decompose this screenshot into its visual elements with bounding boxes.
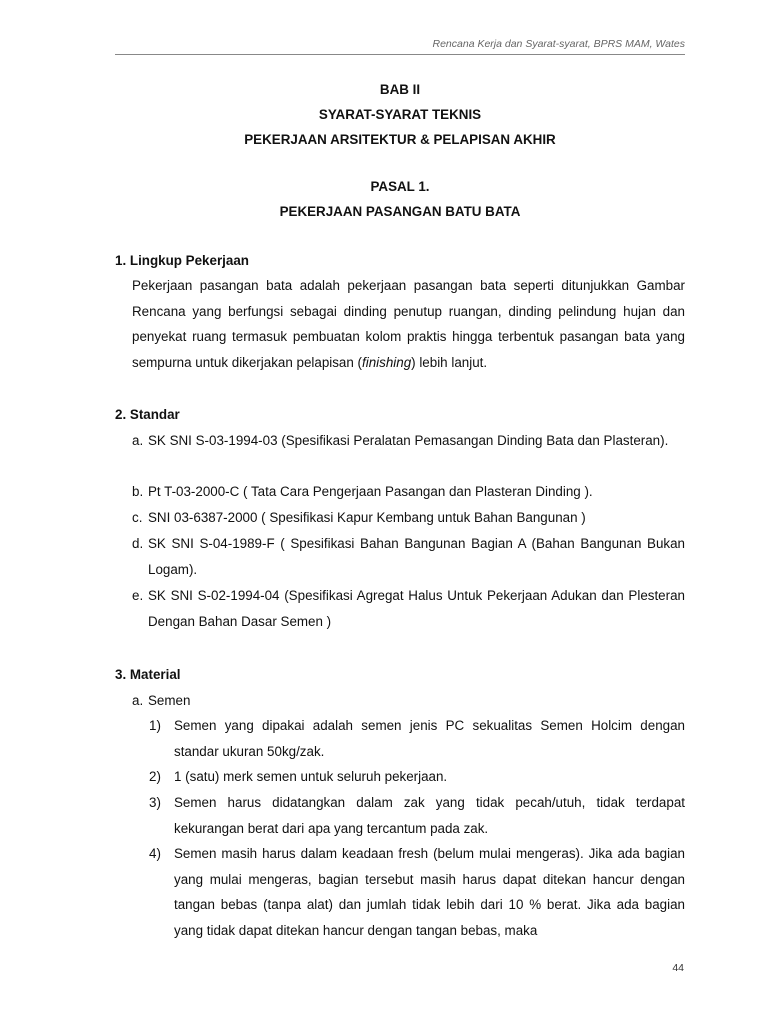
- page-number: 44: [672, 962, 684, 974]
- numbered-item: [149, 841, 685, 943]
- list-item: [132, 505, 685, 531]
- header-rule: [115, 54, 685, 55]
- numbered-item-text: Semen masih harus dalam keadaan fresh (belum mulai mengeras). Jika ada bagian yang mulai mengeras, bagian tersebut masih harus dapat ditekan hancur dengan tangan bebas (tanpa alat) dan jumlah tidak lebih dari 10 % berat. Jika ada bagian yang tidak dapat ditekan hancur dengan tangan bebas, maka: [174, 846, 685, 938]
- numbered-item-text: Semen yang dipakai adalah semen jenis PC sekualitas Semen Holcim dengan standar ukuran 50kg/zak.: [174, 718, 685, 759]
- pasal-heading: [115, 174, 685, 224]
- numbered-item-label: 1): [149, 718, 161, 733]
- list-item-text: SNI 03-6387-2000 ( Spesifikasi Kapur Kembang untuk Bahan Bangunan ): [148, 510, 586, 525]
- running-header: Rencana Kerja dan Syarat-syarat, BPRS MAM, Wates: [432, 38, 685, 50]
- numbered-item: [149, 713, 685, 764]
- subsection-label: a.: [132, 693, 144, 708]
- numbered-item-label: 2): [149, 769, 161, 784]
- paragraph-text: Pekerjaan pasangan bata adalah pekerjaan pasangan bata seperti ditunjukkan Gambar Rencana yang berfungsi sebagai dinding penutup ruangan, dinding pelindung hujan dan penyekat ruang termasuk pembuatan kolom praktis hingga terbentuk pasangan bata yang sempurna untuk dikerjakan pelapisan (: [132, 278, 685, 370]
- section-title-lingkup: 1. Lingkup Pekerjaan: [115, 253, 249, 268]
- paragraph-italic-term: finishing: [362, 354, 412, 370]
- section-title-standar: 2. Standar: [115, 407, 180, 422]
- subsection-semen: [132, 688, 685, 714]
- list-item-label: b.: [132, 484, 144, 499]
- numbered-item: [149, 790, 685, 841]
- list-item-label: a.: [132, 433, 144, 448]
- list-item-text: Pt T-03-2000-C ( Tata Cara Pengerjaan Pasangan dan Plasteran Dinding ).: [148, 484, 593, 499]
- numbered-item: [149, 764, 685, 790]
- chapter-number: BAB II: [379, 82, 421, 97]
- numbered-item-label: 3): [149, 795, 161, 810]
- chapter-subtitle: PEKERJAAN ARSITEKTUR & PELAPISAN AKHIR: [244, 132, 556, 147]
- list-item-label: d.: [132, 536, 144, 551]
- chapter-titles: [115, 77, 685, 152]
- list-item: [132, 583, 685, 634]
- list-item: [132, 479, 685, 505]
- paragraph-text-end: ) lebih lanjut.: [411, 354, 488, 370]
- section-paragraph-lingkup: [132, 273, 685, 375]
- subsection-title: Semen: [148, 693, 191, 708]
- chapter-title: SYARAT-SYARAT TEKNIS: [318, 107, 482, 122]
- list-item-text: SK SNI S-02-1994-04 (Spesifikasi Agregat Halus Untuk Pekerjaan Adukan dan Plesteran Dengan Bahan Dasar Semen ): [148, 588, 685, 629]
- list-item-label: c.: [132, 510, 143, 525]
- list-item: [132, 428, 685, 454]
- pasal-number: PASAL 1.: [370, 179, 430, 194]
- numbered-item-text: Semen harus didatangkan dalam zak yang tidak pecah/utuh, tidak terdapat kekurangan berat dari apa yang tercantum pada zak.: [174, 795, 685, 836]
- pasal-title: PEKERJAAN PASANGAN BATU BATA: [279, 204, 521, 219]
- section-title-material: 3. Material: [115, 667, 181, 682]
- list-item-text: SK SNI S-04-1989-F ( Spesifikasi Bahan Bangunan Bagian A (Bahan Bangunan Bukan Logam).: [148, 536, 685, 577]
- list-item-text: SK SNI S-03-1994-03 (Spesifikasi Peralatan Pemasangan Dinding Bata dan Plasteran).: [148, 433, 669, 448]
- list-item-label: e.: [132, 588, 144, 603]
- list-item: [132, 531, 685, 582]
- numbered-item-label: 4): [149, 846, 161, 861]
- numbered-item-text: 1 (satu) merk semen untuk seluruh pekerjaan.: [174, 769, 448, 784]
